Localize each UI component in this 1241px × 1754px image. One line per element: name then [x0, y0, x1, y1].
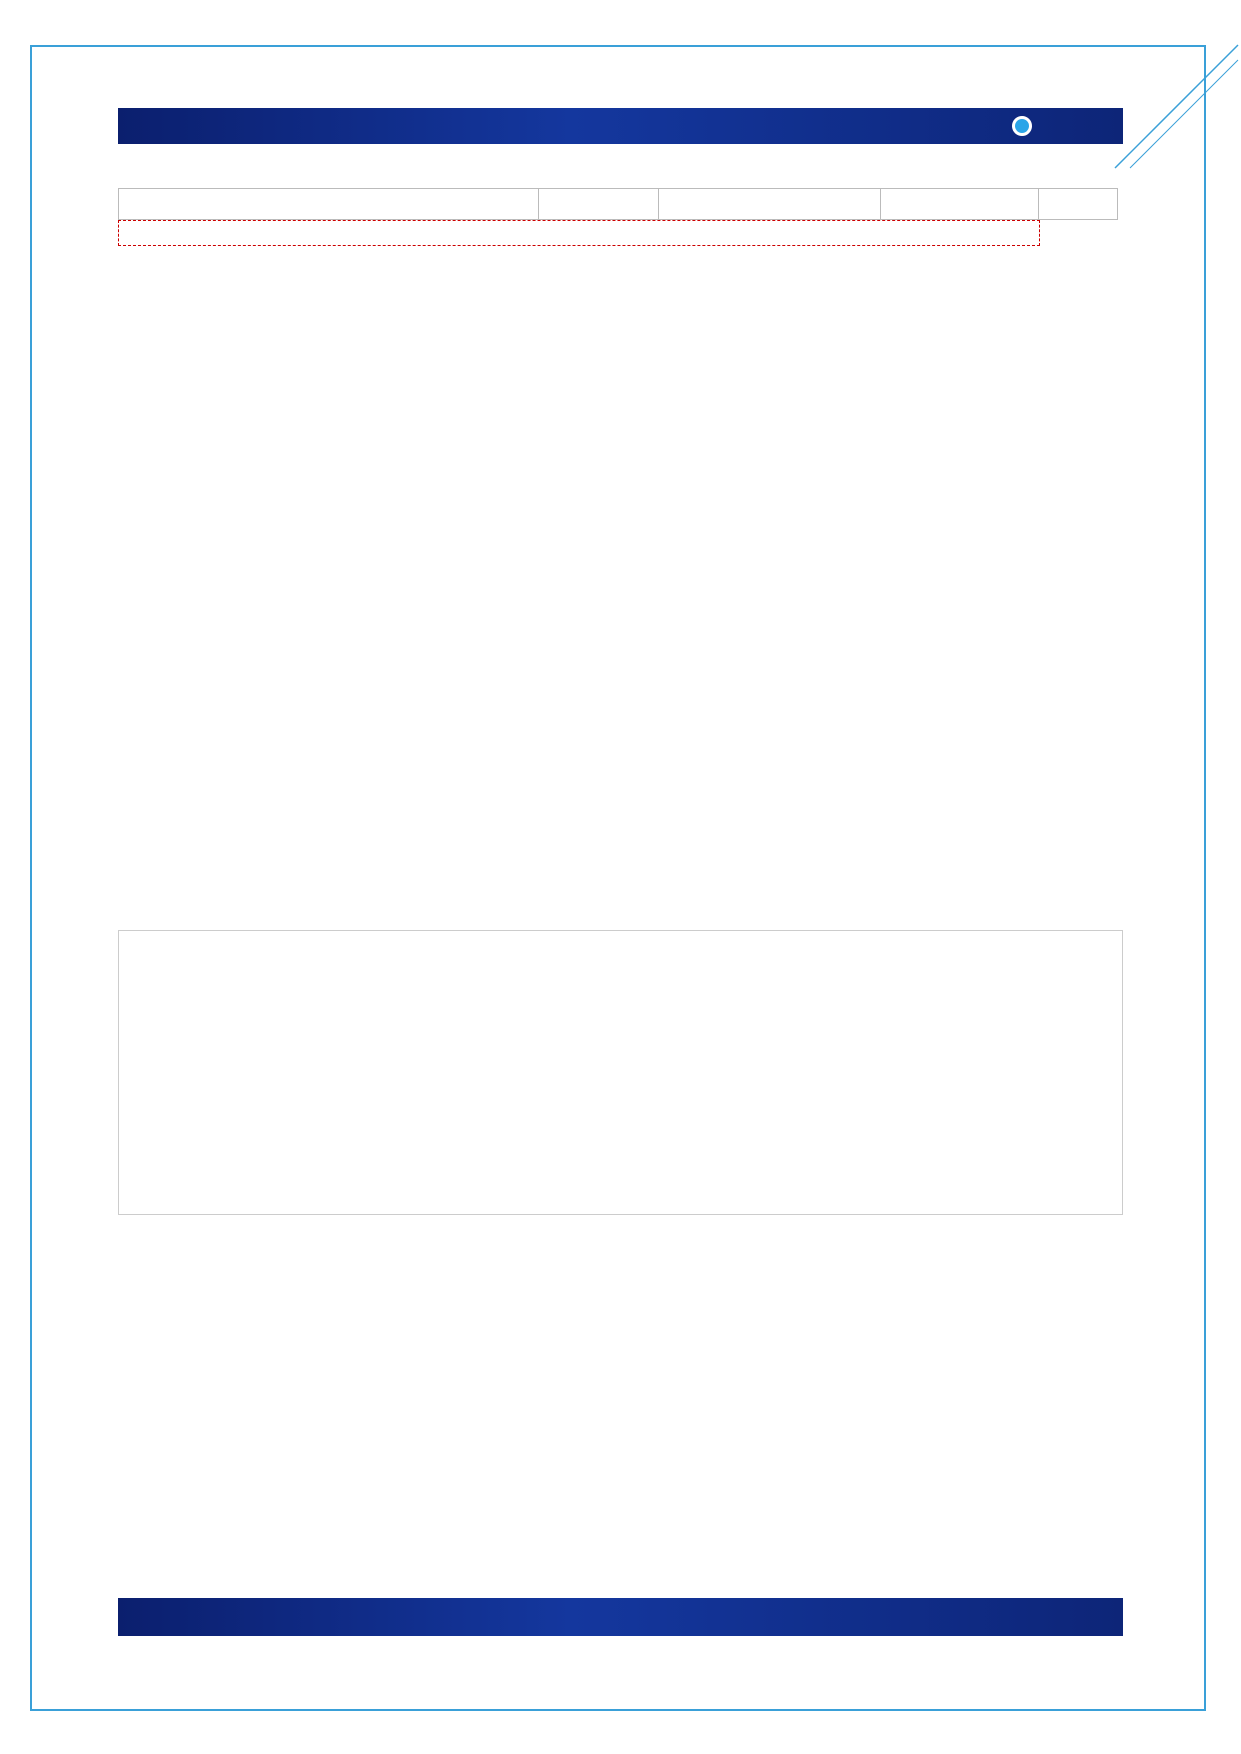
source: [881, 189, 1039, 219]
brand-logo-icon: [1012, 116, 1032, 136]
summary-note: [118, 220, 1040, 246]
quote-title: [929, 931, 1122, 951]
blank-cell: [1039, 189, 1117, 219]
time-label: [539, 189, 659, 219]
summary-title-row: [118, 188, 1118, 220]
candlestick-chart: [118, 930, 1123, 1215]
corner-decoration: [1110, 40, 1240, 170]
quote-price-row: [929, 951, 1122, 973]
page-frame: [30, 45, 1206, 1711]
chart-canvas: [119, 931, 929, 1214]
header-band: [118, 108, 1123, 144]
summary-table: [118, 188, 1118, 246]
quote-panel: [929, 931, 1122, 1214]
footer-band: [118, 1598, 1123, 1636]
time-value: [659, 189, 881, 219]
summary-title: [119, 189, 539, 219]
